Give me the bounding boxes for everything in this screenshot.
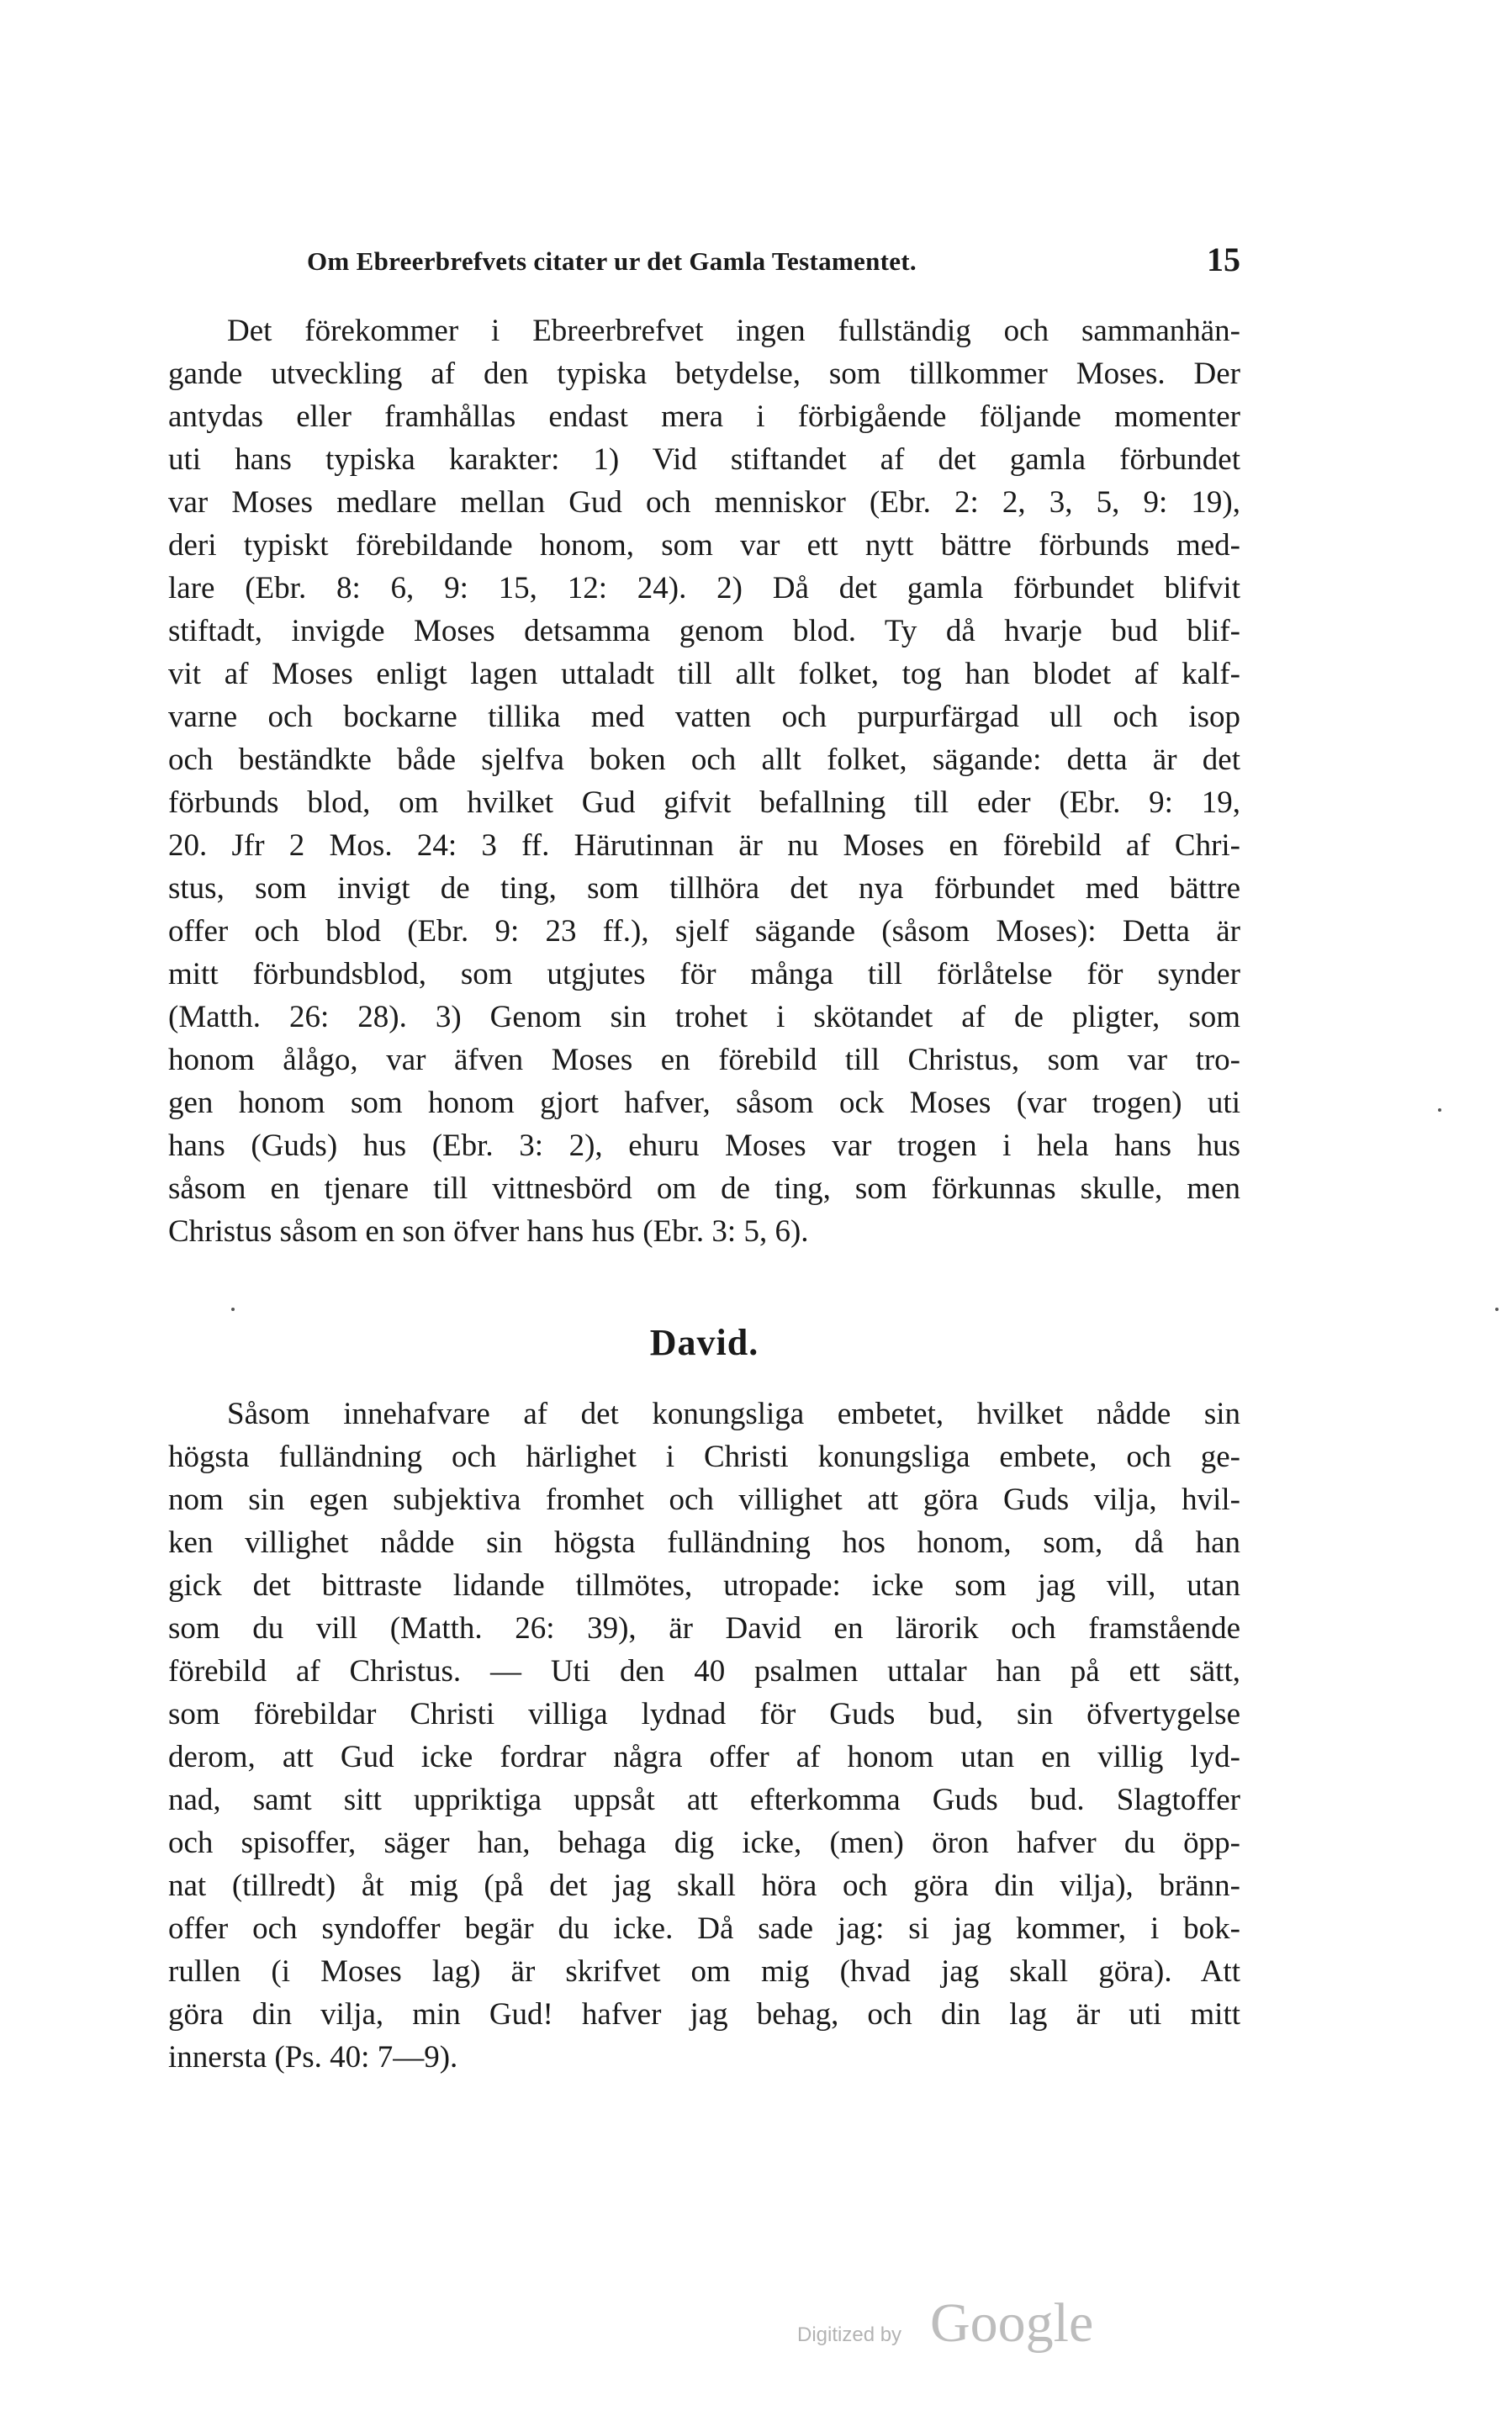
text-line: 20. Jfr 2 Mos. 24: 3 ff. Härutinnan är nu Moses en förebild af Chri- [168,828,1240,863]
google-logo: Google [930,2292,1094,2354]
text-line: derom, att Gud icke fordrar några offer af honom utan en villig lyd- [168,1740,1240,1774]
text-line: var Moses medlare mellan Gud och menniskor (Ebr. 2: 2, 3, 5, 9: 19), [168,485,1240,520]
text-line: Såsom innehafvare af det konungsliga embetet, hvilket nådde sin [227,1397,1240,1431]
text-line: lare (Ebr. 8: 6, 9: 15, 12: 24). 2) Då det gamla förbundet blifvit [168,571,1240,605]
digitized-by-google-watermark [797,2291,1117,2367]
text-line: stiftadt, invigde Moses detsamma genom blod. Ty då hvarje bud blif- [168,614,1240,648]
text-line: offer och blod (Ebr. 9: 23 ff.), sjelf sägande (såsom Moses): Detta är [168,914,1240,949]
text-line: mitt förbundsblod, som utgjutes för många till förlåtelse för synder [168,957,1240,991]
text-line: hans (Guds) hus (Ebr. 3: 2), ehuru Moses var trogen i hela hans hus [168,1129,1240,1163]
text-line: varne och bockarne tillika med vatten och purpurfärgad ull och isop [168,700,1240,734]
text-line: gick det bittraste lidande tillmötes, utropade: icke som jag vill, utan [168,1568,1240,1603]
text-line: förebild af Christus. — Uti den 40 psalmen uttalar han på ett sätt, [168,1654,1240,1689]
text-line: och beständkte både sjelfva boken och allt folket, sägande: detta är det [168,743,1240,777]
moses-section [168,309,1240,1253]
running-title: Om Ebreerbrefvets citater ur det Gamla Testamentet. [307,246,917,276]
text-line: innersta (Ps. 40: 7—9). [168,2040,458,2075]
body-text [168,309,1240,2079]
text-line: gande utveckling af den typiska betydelse, som tillkommer Moses. Der [168,357,1240,391]
text-line: (Matth. 26: 28). 3) Genom sin trohet i skötandet af de pligter, som [168,1000,1240,1034]
text-line: vit af Moses enligt lagen uttaladt till allt folket, tog han blodet af kalf- [168,657,1240,691]
text-line: som du vill (Matth. 26: 39), är David en lärorik och framstående [168,1611,1240,1646]
text-line: stus, som invigt de ting, som tillhöra det nya förbundet med bättre [168,871,1240,906]
text-line: rullen (i Moses lag) är skrifvet om mig (hvad jag skall göra). Att [168,1954,1240,1989]
text-line: nat (tillredt) åt mig (på det jag skall höra och göra din vilja), bränn- [168,1869,1240,1903]
text-line: förbunds blod, om hvilket Gud gifvit befallning till eder (Ebr. 9: 19, [168,785,1240,820]
text-line: gen honom som honom gjort hafver, såsom ock Moses (var trogen) uti [168,1086,1240,1120]
david-section [168,1393,1240,2079]
page-header [307,240,1240,290]
digitized-label: Digitized by [797,2323,902,2346]
text-line: som förebildar Christi villiga lydnad för Guds bud, sin öfvertygelse [168,1697,1240,1731]
text-line: antydas eller framhållas endast mera i förbigående följande momenter [168,399,1240,434]
text-line: nom sin egen subjektiva fromhet och villighet att göra Guds vilja, hvil- [168,1483,1240,1517]
text-line: ken villighet nådde sin högsta fulländning hos honom, som, då han [168,1525,1240,1560]
scan-speck [231,1308,235,1311]
text-line: Christus såsom en son öfver hans hus (Ebr. 3: 5, 6). [168,1214,809,1249]
text-line: offer och syndoffer begär du icke. Då sade jag: si jag kommer, i bok- [168,1911,1240,1946]
text-line: honom ålågo, var äfven Moses en förebild till Christus, som var tro- [168,1043,1240,1077]
text-line: Det förekommer i Ebreerbrefvet ingen fullständig och sammanhän- [227,314,1240,348]
scan-speck [1495,1308,1499,1311]
text-line: och spisoffer, säger han, behaga dig icke, (men) öron hafver du öpp- [168,1826,1240,1860]
text-line: nad, samt sitt uppriktiga uppsåt att efterkomma Guds bud. Slagtoffer [168,1783,1240,1817]
section-heading-david: David. [649,1322,759,1363]
page-number: 15 [1207,241,1240,278]
text-line: högsta fulländning och härlighet i Christi konungsliga embete, och ge- [168,1440,1240,1474]
text-line: göra din vilja, min Gud! hafver jag behag, och din lag är uti mitt [168,1997,1240,2032]
text-line: deri typiskt förebildande honom, som var ett nytt bättre förbunds med- [168,528,1240,563]
scan-speck [1438,1108,1441,1112]
text-line: uti hans typiska karakter: 1) Vid stiftandet af det gamla förbundet [168,442,1240,477]
text-line: såsom en tjenare till vittnesbörd om de ting, som förkunnas skulle, men [168,1171,1240,1206]
